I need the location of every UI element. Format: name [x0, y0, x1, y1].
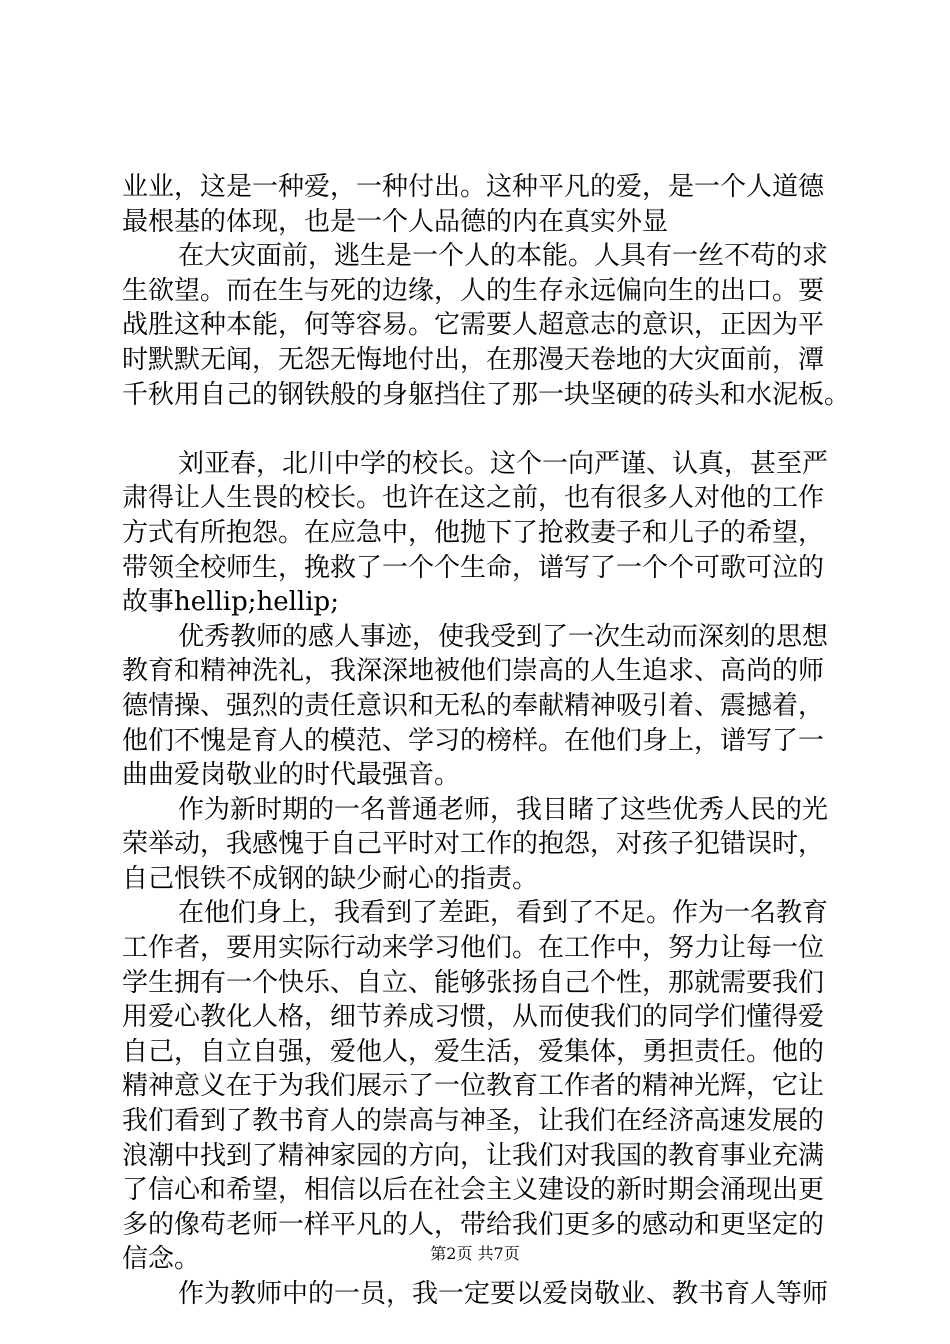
text-line: 了信心和希望，相信以后在社会主义建设的新时期会涌现出更 [122, 1175, 825, 1206]
text-line: 作为新时期的一名普通老师，我目睹了这些优秀人民的光 [178, 794, 829, 825]
text-line: 在大灾面前，逃生是一个人的本能。人具有一丝不苟的求 [178, 241, 829, 272]
text-line: 在他们身上，我看到了差距，看到了不足。作为一名教育 [178, 898, 829, 929]
text-line: 工作者，要用实际行动来学习他们。在工作中，努力让每一位 [122, 933, 825, 964]
text-line: 自己，自立自强，爱他人，爱生活，爱集体，勇担责任。他的 [122, 1036, 825, 1067]
text-line: 他们不愧是育人的模范、学习的榜样。在他们身上，谱写了一 [122, 725, 825, 756]
text-line: 我们看到了教书育人的崇高与神圣，让我们在经济高速发展的 [122, 1106, 825, 1137]
text-line: 学生拥有一个快乐、自立、能够张扬自己个性，那就需要我们 [122, 967, 825, 998]
text-line: 故事hellip;hellip; [122, 587, 339, 618]
text-line: 最根基的体现，也是一个人品德的内在真实外显 [122, 206, 669, 237]
text-line: 精神意义在于为我们展示了一位教育工作者的精神光辉，它让 [122, 1071, 825, 1102]
document-body [122, 170, 851, 1312]
text-line: 业业，这是一种爱，一种付出。这种平凡的爱，是一个人道德 [122, 172, 825, 202]
text-line: 带领全校师生，挽救了一个个生命，谱写了一个个可歌可泣的 [122, 552, 825, 583]
text-line: 时默默无闻，无怨无悔地付出，在那漫天卷地的大灾面前，潭 [122, 344, 825, 375]
text-line: 生欲望。而在生与死的边缘，人的生存永远偏向生的出口。要 [122, 275, 825, 306]
text-line: 作为教师中的一员，我一定要以爱岗敬业、教书育人等师 [178, 1279, 829, 1309]
blank-line [122, 412, 832, 447]
text-line: 教育和精神洗礼，我深深地被他们崇高的人生追求、高尚的师 [122, 656, 825, 687]
text-line: 信念。 [122, 1244, 201, 1275]
text-line: 优秀教师的感人事迹，使我受到了一次生动而深刻的思想 [178, 621, 829, 652]
text-line: 战胜这种本能，何等容易。它需要人超意志的意识，正因为平 [122, 310, 825, 341]
page-footer: 第2页 共7页 [430, 1244, 520, 1263]
text-line: 方式有所抱怨。在应急中，他抛下了抢救妻子和儿子的希望， [122, 517, 825, 548]
text-line: 荣举动，我感愧于自己平时对工作的抱怨，对孩子犯错误时， [122, 829, 825, 860]
text-line: 肃得让人生畏的校长。也许在这之前，也有很多人对他的工作 [122, 483, 825, 514]
text-line: 自己恨铁不成钢的缺少耐心的指责。 [122, 863, 539, 894]
text-line: 多的像苟老师一样平凡的人，带给我们更多的感动和更坚定的 [122, 1209, 825, 1240]
text-line: 千秋用自己的钢铁般的身躯挡住了那一块坚硬的砖头和水泥板。 [122, 379, 851, 410]
text-line: 用爱心教化人格，细节养成习惯，从而使我们的同学们懂得爱 [122, 1002, 825, 1033]
text-line: 浪潮中找到了精神家园的方向，让我们对我国的教育事业充满 [122, 1140, 825, 1171]
text-line: 刘亚春，北川中学的校长。这个一向严谨、认真，甚至严 [178, 448, 829, 479]
text-line: 德情操、强烈的责任意识和无私的奉献精神吸引着、震撼着， [122, 690, 825, 721]
text-line: 曲曲爱岗敬业的时代最强音。 [122, 760, 461, 791]
